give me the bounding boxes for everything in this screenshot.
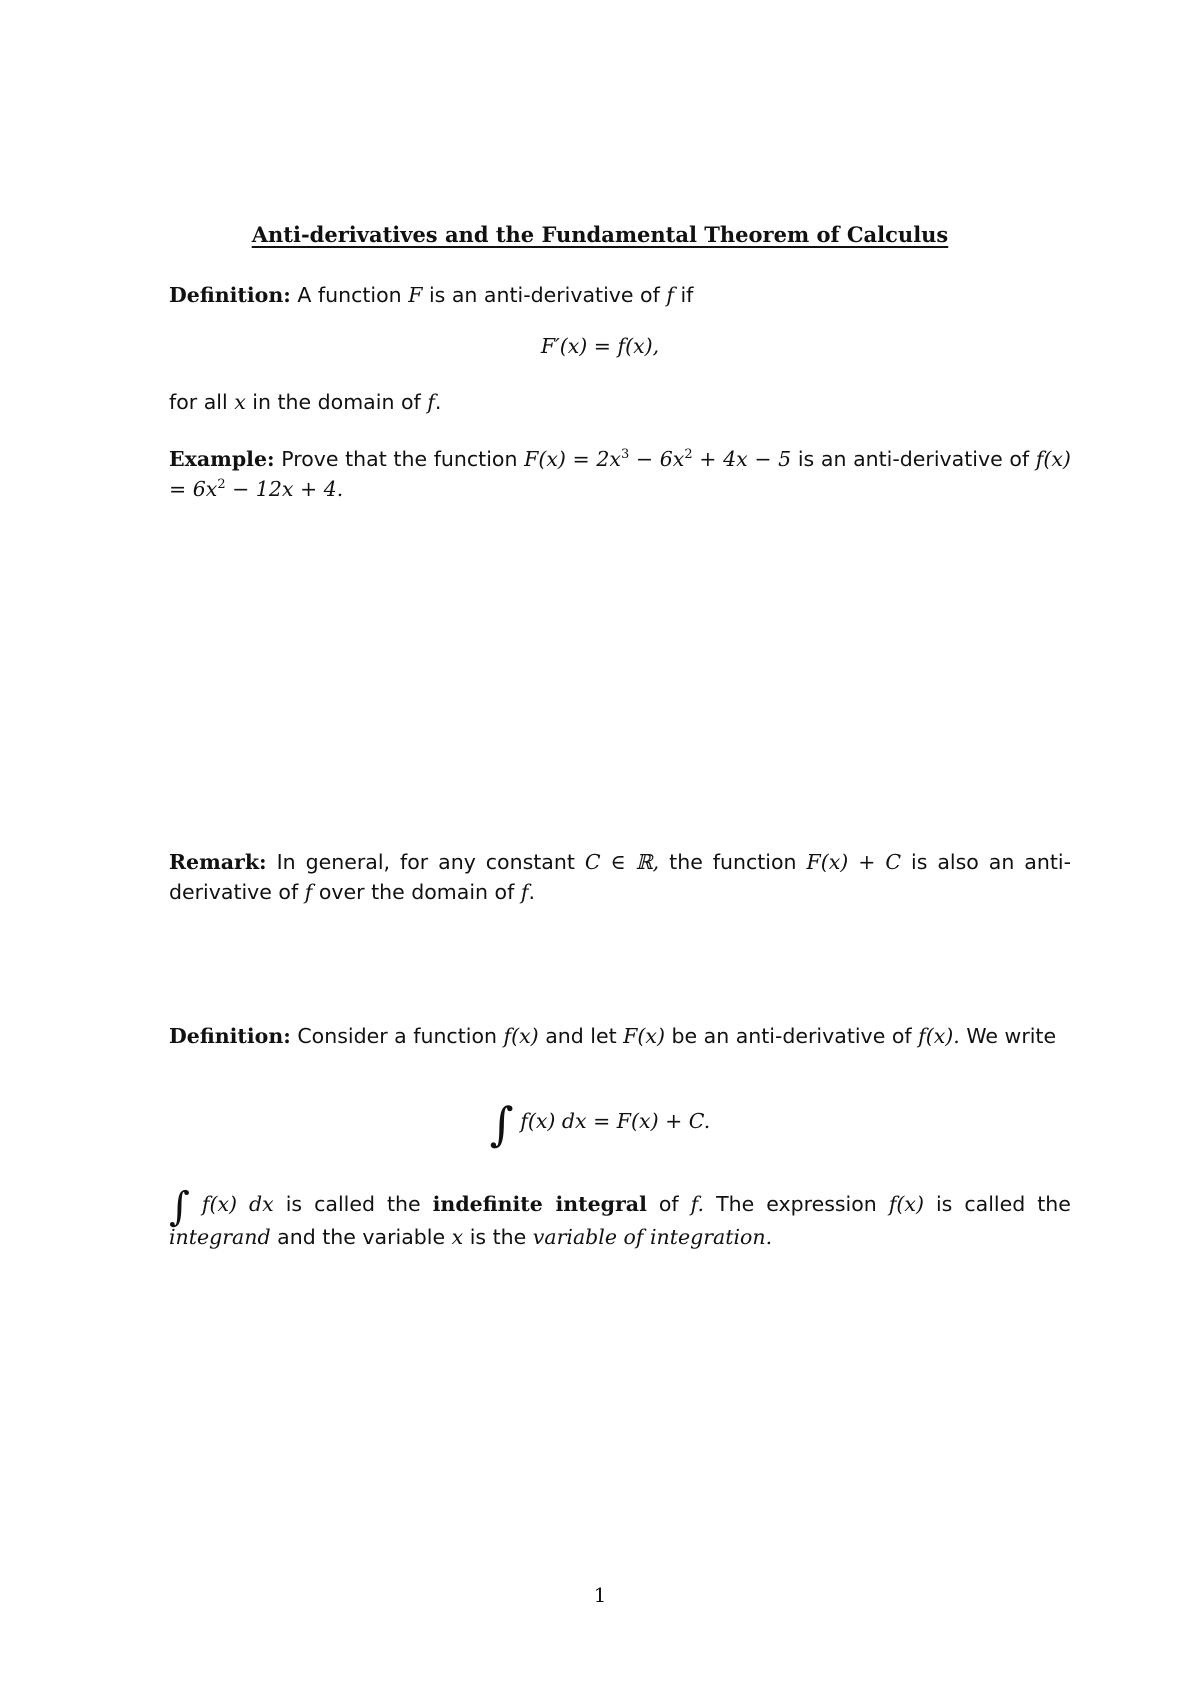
definition-equation: F′(x) = f(x), — [540, 334, 660, 358]
page-number: 1 — [593, 1583, 607, 1607]
definition-antiderivative: Definition: A function F is an anti-derivative of f if — [169, 283, 694, 307]
variable-of-integration-term: variable of integration. — [532, 1225, 773, 1249]
page-title: Anti-derivatives and the Fundamental Theorem of Calculus — [251, 222, 949, 247]
example-paragraph: Example: Prove that the function $F(x) = 2x^3 - 6x^2 + 4x - 5$ is an anti-derivative of $f(x) = 6x^2 - 12x + 4$. — [169, 447, 1071, 501]
integral-sign-icon-inline: ∫ — [169, 1184, 190, 1230]
example-label: Example: — [169, 447, 275, 471]
remark-label: Remark: — [169, 850, 267, 874]
definition-indefinite-integral: Definition: Consider a function f(x) and let F(x) be an anti-derivative of f(x). We write — [169, 1024, 1057, 1048]
definition-label-2: Definition: — [169, 1024, 291, 1048]
integrand-term: integrand — [169, 1225, 271, 1249]
indefinite-integral-paragraph: ∫ f(x) dx is called the indefinite integral of f. The expression f(x) is called the integrand and the variable x is the variable of integration. — [169, 1184, 1071, 1249]
definition-label: Definition: — [169, 283, 291, 307]
indefinite-integral-term: indefinite integral — [432, 1192, 647, 1216]
definition-domain-line: for all x in the domain of f. — [169, 390, 442, 414]
integral-equation: ∫ f(x) dx = F(x) + C. — [489, 1097, 711, 1151]
remark-paragraph: Remark: In general, for any constant C ∈ ℝ, the function F(x) + C is also an anti- derivative of f over the domain of f. — [169, 850, 1071, 904]
integral-sign-icon: ∫ — [489, 1097, 514, 1151]
